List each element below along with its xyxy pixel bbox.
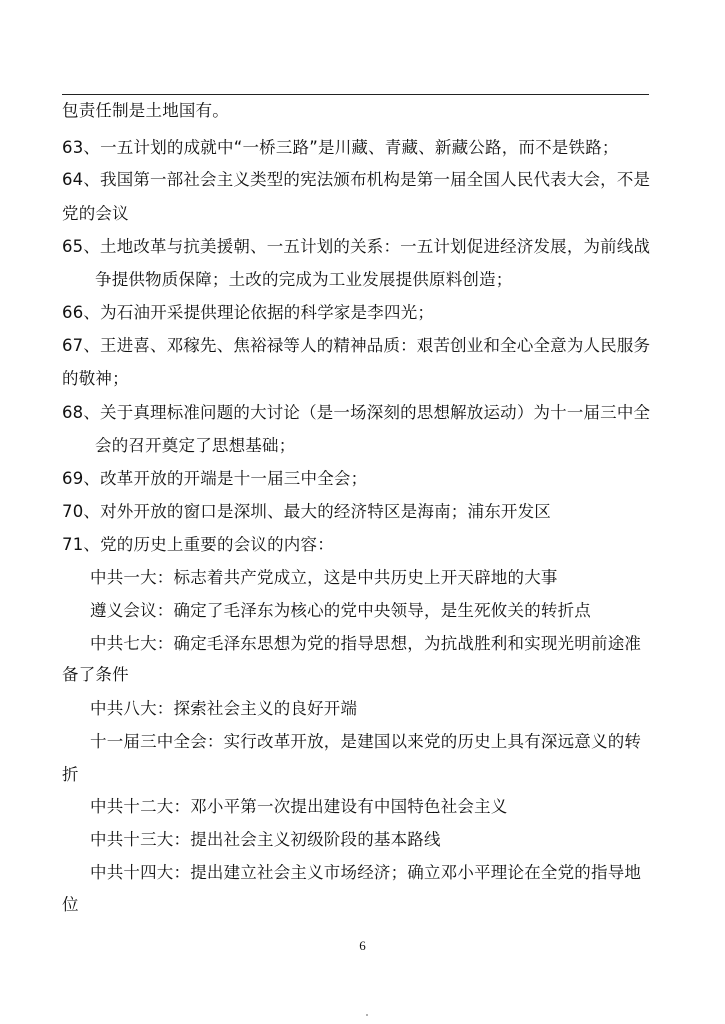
text-line: 63、一五计划的成就中“一桥三路”是川藏、青藏、新藏公路，而不是铁路； bbox=[62, 138, 619, 157]
text-line: 66、为石油开采提供理论依据的科学家是李四光； bbox=[62, 303, 435, 322]
text-line: 会的召开奠定了思想基础； bbox=[95, 436, 296, 455]
text-line: 中共十三大：提出社会主义初级阶段的基本路线 bbox=[90, 830, 441, 849]
text-line: 中共一大：标志着共产党成立，这是中共历史上开天辟地的大事 bbox=[90, 568, 558, 587]
text-line: 64、我国第一部社会主义类型的宪法颁布机构是第一届全国人民代表大会，不是 bbox=[62, 170, 651, 189]
text-line: 71、党的历史上重要的会议的内容： bbox=[62, 535, 334, 554]
text-line: 65、土地改革与抗美援朝、一五计划的关系：一五计划促进经济发展，为前线战 bbox=[62, 237, 651, 256]
text-line: 争提供物质保障；土改的完成为工业发展提供原料创造； bbox=[95, 270, 513, 289]
text-line: 十一届三中全会：实行改革开放，是建国以来党的历史上具有深远意义的转 bbox=[90, 732, 642, 751]
text-line: 69、改革开放的开端是十一届三中全会； bbox=[62, 469, 368, 488]
text-line: 中共十四大：提出建立社会主义市场经济；确立邓小平理论在全党的指导地 bbox=[90, 863, 642, 882]
header-rule bbox=[62, 94, 649, 95]
text-line: 位 bbox=[62, 895, 79, 914]
footer-mark bbox=[366, 1014, 368, 1016]
text-line: 中共十二大：邓小平第一次提出建设有中国特色社会主义 bbox=[90, 797, 508, 816]
text-line: 遵义会议：确定了毛泽东为核心的党中央领导，是生死攸关的转折点 bbox=[90, 601, 591, 620]
page-number: 6 bbox=[359, 938, 366, 953]
text-line: 包责任制是土地国有。 bbox=[62, 101, 229, 120]
text-line: 67、王进喜、邓稼先、焦裕禄等人的精神品质：艰苦创业和全心全意为人民服务 bbox=[62, 336, 651, 355]
text-line: 中共七大：确定毛泽东思想为党的指导思想，为抗战胜利和实现光明前途准 bbox=[90, 634, 642, 653]
text-line: 中共八大：探索社会主义的良好开端 bbox=[90, 699, 358, 718]
text-line: 的敬神； bbox=[62, 369, 129, 388]
text-line: 折 bbox=[62, 765, 79, 784]
text-line: 备了条件 bbox=[62, 665, 129, 684]
text-line: 68、关于真理标准问题的大讨论（是一场深刻的思想解放运动）为十一届三中全 bbox=[62, 403, 651, 422]
text-line: 70、对外开放的窗口是深圳、最大的经济特区是海南；浦东开发区 bbox=[62, 502, 551, 521]
text-line: 党的会议 bbox=[62, 204, 129, 223]
